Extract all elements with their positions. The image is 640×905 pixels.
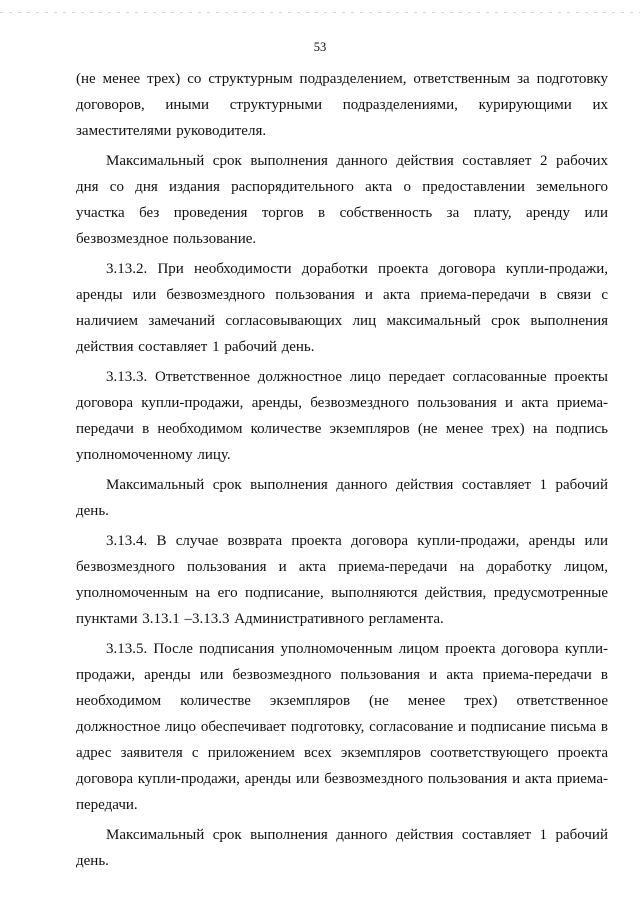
paragraph: 3.13.5. После подписания уполномоченным лицом проекта договора купли-продажи, аренды или безвозмездного пользования и акта приема-передачи в необходимом количестве экземпляров (не менее трех) ответственное должностное лицо обеспечивает подготовку, согласование и подписание письма в адрес заявителя с приложением всех экземпляров соответствующего проекта договора купли-продажи, аренды или безвозмездного пользования и акта приема-передачи. bbox=[76, 641, 609, 813]
paragraph: 3.13.4. В случае возврата проекта договора купли-продажи, аренды или безвозмездного пользования и акта приема-передачи на доработку лицом, уполномоченным на его подписание, выполняются действия, предусмотренные пунктами 3.13.1 –3.13.3 Административного регламента. bbox=[76, 533, 608, 627]
document-body bbox=[76, 66, 608, 874]
page-number: 53 bbox=[313, 40, 327, 54]
scan-edge-line bbox=[0, 12, 640, 13]
paragraph: Максимальный срок выполнения данного действия составляет 1 рабочий день. bbox=[76, 477, 608, 519]
paragraph: Максимальный срок выполнения данного действия составляет 2 рабочих дня со дня издания распорядительного акта о предоставлении земельного участка без проведения торгов в собственность за плату, аренду или безвозмездное пользование. bbox=[76, 153, 608, 247]
paragraph: 3.13.3. Ответственное должностное лицо передает согласованные проекты договора купли-продажи, аренды, безвозмездного пользования и акта приема-передачи в необходимом количестве экземпляров (не менее трех) на подпись уполномоченному лицу. bbox=[76, 369, 608, 463]
paragraph: 3.13.2. При необходимости доработки проекта договора купли-продажи, аренды или безвозмездного пользования и акта приема-передачи в связи с наличием замечаний согласовывающих лиц максимальный срок выполнения действия составляет 1 рабочий день. bbox=[76, 261, 608, 355]
paragraph: Максимальный срок выполнения данного действия составляет 1 рабочий день. bbox=[76, 827, 608, 869]
paragraph: (не менее трех) со структурным подразделением, ответственным за подготовку договоров, иными структурными подразделениями, курирующими их заместителями руководителя. bbox=[76, 71, 608, 139]
